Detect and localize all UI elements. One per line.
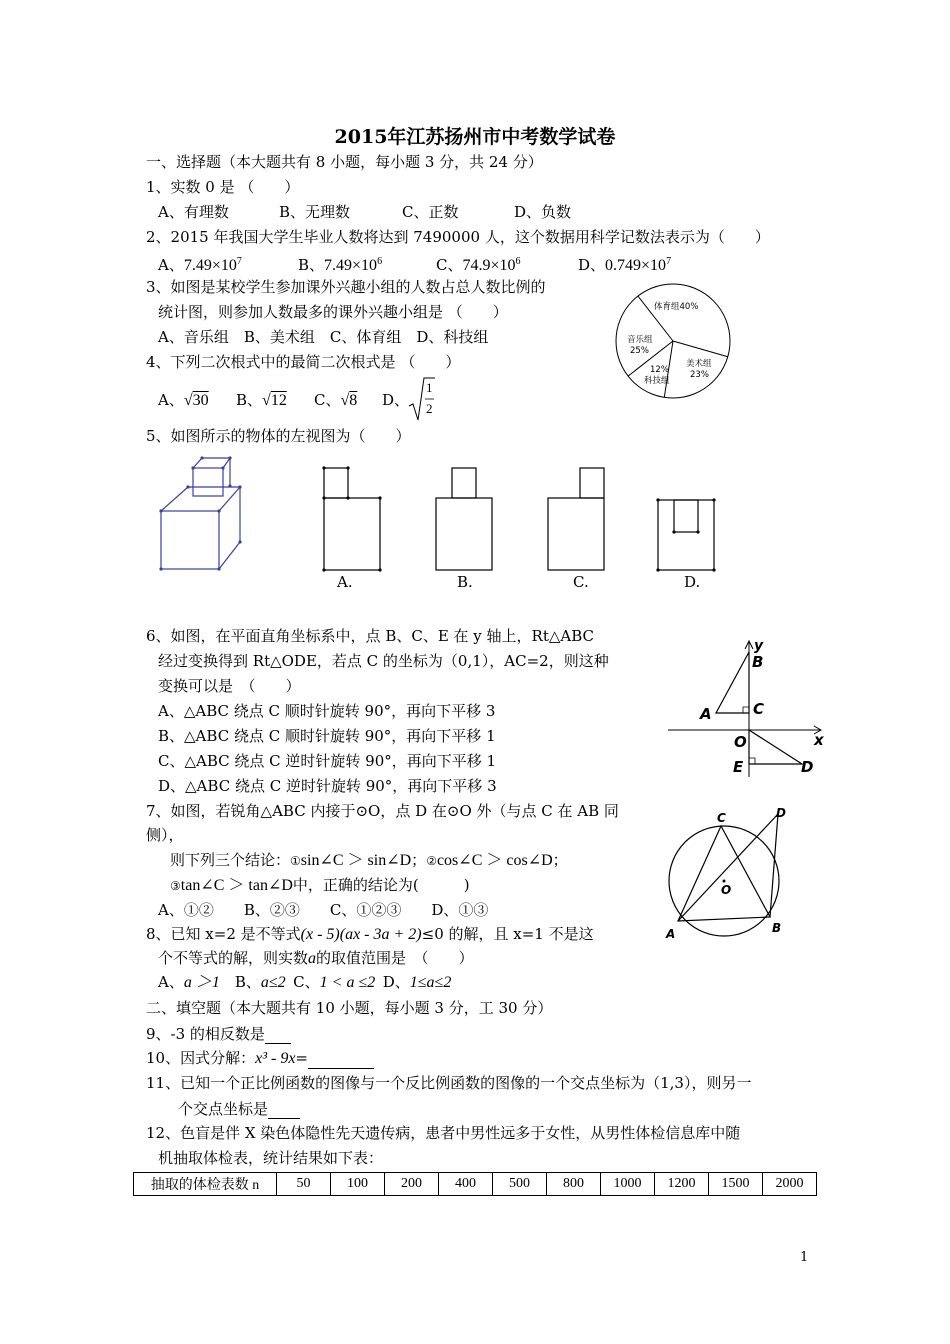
svg-text:D: D — [776, 806, 786, 820]
q7-options: A、①② B、②③ C、①②③ D、①③ — [158, 901, 489, 919]
svg-text:y: y — [754, 638, 764, 654]
q8-line2: 个不等式的解，则实数a的取值范围是 （ ） — [158, 949, 474, 967]
table-cell: 800 — [547, 1173, 601, 1196]
table-cell: 500 — [493, 1173, 547, 1196]
view-option-d — [658, 500, 714, 570]
pie-label-music-pct: 25% — [630, 346, 649, 356]
q12-line2: 机抽取体检表，统计结果如下表： — [158, 1149, 384, 1167]
page-number: 1 — [800, 1250, 809, 1265]
page-title: 2015年江苏扬州市中考数学试卷 — [334, 126, 616, 148]
pie-label-sports: 体育组40% — [654, 302, 699, 312]
solid-object-figure — [161, 458, 240, 569]
svg-text:x: x — [814, 731, 824, 749]
q7-circle-figure — [662, 800, 802, 946]
q12-line1: 12、色盲是伴 X 染色体隐性先天遗传病，患者中男性远多于女性，从男性体检信息库中随 — [146, 1124, 741, 1142]
q11-answer-blank[interactable] — [268, 1098, 300, 1119]
q3-line2: 统计图，则参加人数最多的课外兴趣小组是 （ ） — [158, 303, 508, 321]
q2-option-b: B、$7.49\times 10^6$ — [298, 256, 383, 274]
q2-stem: 2、2015 年我国大学生毕业人数将达到 7490000 人，这个数据用科学记数法表示为（ ） — [146, 228, 770, 246]
q6-option-a: A、△ABC 绕点 C 顺时针旋转 90°，再向下平移 3 — [158, 702, 496, 720]
svg-text:A: A — [666, 927, 676, 941]
q6-line3: 变换可以是 （ ） — [158, 677, 301, 695]
svg-text:O: O — [721, 883, 732, 897]
q1-option-c: C、正数 — [402, 203, 459, 221]
q5-stem: 5、如图所示的物体的左视图为（ ） — [146, 427, 411, 445]
q11-line1: 11、已知一个正比例函数的图像与一个反比例函数的图像的一个交点坐标为（1,3），则另一 — [146, 1074, 752, 1092]
pie-slice-art-edge — [673, 341, 728, 357]
q9: 9、-3 的相反数是 — [146, 1023, 291, 1044]
section2-heading: 二、填空题（本大题共有 10 小题，每小题 3 分，工 30 分） — [146, 999, 553, 1017]
pie-label-tech-pct: 12% — [650, 365, 669, 375]
svg-text:B: B — [772, 921, 782, 935]
svg-text:D: D — [801, 758, 814, 776]
q2-option-c: C、$74.9\times 10^6$ — [436, 256, 521, 274]
q7-line3: 则下列三个结论：①sin∠C ＞ sin∠D；②cos∠C ＞ cos∠D； — [170, 851, 568, 869]
table-cell: 1200 — [655, 1173, 709, 1196]
q6-option-b: B、△ABC 绕点 C 顺时针旋转 90°，再向下平移 1 — [158, 727, 496, 745]
svg-text:O: O — [734, 733, 747, 751]
q4-stem: 4、下列二次根式中的最简二次根式是 （ ） — [146, 353, 461, 371]
q1-option-d: D、负数 — [514, 203, 572, 221]
view-option-c — [548, 468, 604, 570]
q8-options: A、a ＞1 B、a≤2 C、1 < a ≤2 D、1≤a≤2 — [158, 973, 452, 991]
q11-line2: 个交点坐标是 — [178, 1098, 300, 1119]
svg-text:E: E — [733, 758, 744, 776]
pie-label-music: 音乐组 — [627, 335, 653, 345]
q8-line1: 8、已知 x=2 是不等式(x - 5)(ax - 3a + 2)≤0 的解，且 x=1 不是这 — [146, 925, 594, 943]
svg-text:C: C — [717, 811, 726, 825]
q5-label-c: C. — [573, 573, 589, 591]
q5-label-b: B. — [457, 573, 473, 591]
table-cell: 200 — [385, 1173, 439, 1196]
q1-option-a: A、有理数 — [158, 203, 229, 221]
q2-option-a: A、$7.49\times 10^7$ — [158, 256, 242, 274]
pie-label-tech: 科技组 — [644, 376, 670, 386]
q6-line1: 6、如图，在平面直角坐标系中，点 B、C、E 在 y 轴上，Rt△ABC — [146, 627, 595, 645]
q10-answer-blank[interactable] — [308, 1048, 374, 1069]
table-cell: 1500 — [709, 1173, 763, 1196]
q4-option-c: C、√8 — [314, 391, 358, 409]
q12-stats-table — [133, 1172, 817, 1196]
table-cell: 2000 — [763, 1173, 817, 1196]
q3-line1: 3、如图是某校学生参加课外兴趣小组的人数占总人数比例的 — [146, 278, 546, 296]
q2-option-d: D、$0.749\times 10^7$ — [578, 256, 672, 274]
pie-label-art: 美术组 — [686, 359, 712, 369]
table-cell: 100 — [331, 1173, 385, 1196]
table-cell: 1000 — [601, 1173, 655, 1196]
q9-answer-blank[interactable] — [265, 1023, 291, 1044]
q7-line4: ③tan∠C ＞ tan∠D中，正确的结论为( ) — [170, 876, 470, 894]
q3-pie-figure — [608, 278, 738, 408]
q6-option-c: C、△ABC 绕点 C 逆时针旋转 90°，再向下平移 1 — [158, 752, 497, 770]
q4-option-d: D、 — [382, 391, 410, 409]
q7-line1: 7、如图，若锐角△ABC 内接于⊙O，点 D 在⊙O 外（与点 C 在 AB 同 — [146, 802, 619, 820]
q7-line2: 侧）， — [146, 826, 184, 844]
q10: 10、因式分解：x³ - 9x= — [146, 1048, 374, 1069]
q5-figures — [150, 448, 730, 596]
section1-heading: 一、选择题（本大题共有 8 小题，每小题 3 分，共 24 分） — [146, 153, 543, 171]
q1-option-b: B、无理数 — [279, 203, 351, 221]
q6-coordinate-figure — [664, 632, 840, 782]
table-cell: 400 — [439, 1173, 493, 1196]
table-row — [134, 1173, 817, 1196]
q6-option-d: D、△ABC 绕点 C 逆时针旋转 90°，再向下平移 3 — [158, 777, 497, 795]
svg-text:C: C — [753, 700, 765, 718]
q1-stem: 1、实数 0 是 （ ） — [146, 178, 300, 196]
table-header-cell: 抽取的体检表数 n — [134, 1173, 277, 1196]
q4-option-b: B、√12 — [236, 391, 287, 409]
table-cell: 50 — [277, 1173, 331, 1196]
svg-text:A: A — [700, 705, 712, 723]
q3-options: A、音乐组 B、美术组 C、体育组 D、科技组 — [158, 328, 489, 346]
view-option-b — [436, 468, 492, 570]
view-option-a — [324, 468, 380, 570]
q5-label-a: A. — [337, 573, 353, 591]
q4-option-a: A、√30 — [158, 391, 209, 409]
q6-line2: 经过变换得到 Rt△ODE，若点 C 的坐标为（0,1），AC=2，则这种 — [158, 652, 609, 670]
q5-label-d: D. — [684, 573, 701, 591]
svg-text:B: B — [752, 653, 764, 671]
pie-label-art-pct: 23% — [690, 370, 709, 380]
